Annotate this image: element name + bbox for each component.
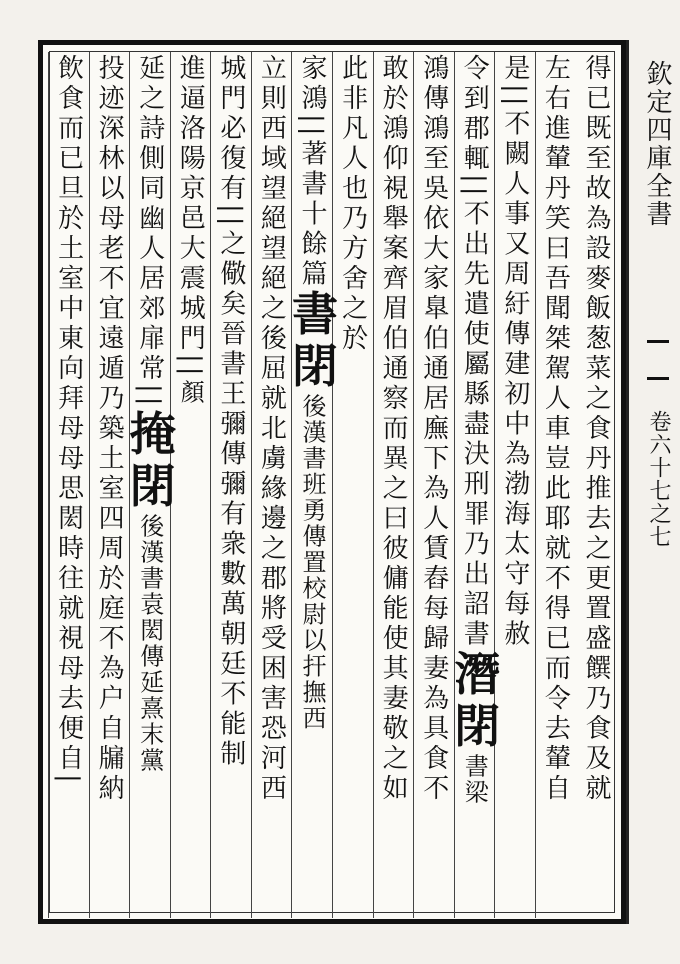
text-column (535, 52, 576, 918)
column-text: 飲食而已旦於土室中東向拜母母思閎時往就視母去便自| (53, 54, 84, 787)
column-text: 後漢書班勇傳置校尉以扞撫西 (297, 393, 326, 732)
column-text: 城門必復有||之儆矣晉書王彌傳彌有衆數萬朝廷不能制 (215, 54, 246, 770)
column-text: 敢於鴻仰視舉案齊眉伯通察而異之曰彼傭能使其妻敬之如 (378, 54, 409, 804)
column-text: 鴻傳鴻至吳依大家臯伯通居廡下為人賃舂每歸妻為具食不 (418, 54, 449, 804)
text-column (494, 52, 535, 918)
text-column (89, 52, 130, 918)
text-column (122, 52, 177, 918)
column-text: 家鴻||著書十餘篇 (296, 54, 327, 290)
fish-tail-mark (647, 340, 669, 380)
text-column (373, 52, 414, 918)
margin-strip (626, 40, 680, 924)
headword: 書閉 (284, 289, 339, 394)
column-text: 立則西域望絕望絕之後屈就北虜緣邊之郡將受困害恐河西 (256, 54, 287, 804)
text-column (575, 52, 616, 918)
column-text: 左右進輦丹笑曰吾聞桀駕人車豈此耶就不得已而令去輦自 (540, 54, 571, 804)
column-text: 後漢書袁閎傳延熹末黨 (135, 513, 164, 774)
text-column (251, 52, 292, 918)
book-title: 欽定四庫全書 (642, 60, 672, 228)
text-column (332, 52, 373, 918)
column-text: 進逼洛陽京邑大震城門|| (175, 54, 206, 380)
text-column (447, 52, 502, 918)
column-text: 顏 (176, 379, 205, 406)
column-text: 此非凡人也乃方舍之於 (337, 54, 368, 354)
text-column (210, 52, 251, 918)
text-column (48, 52, 89, 918)
column-text: 是||不闕人事又周紆傳建初中為渤海太守每赦 (499, 54, 530, 650)
column-text: 得已既至故為設麥飯葱菜之食丹推去之更置盛饌乃食及就 (580, 54, 611, 804)
text-column (413, 52, 454, 918)
column-text: 延之詩側同幽人居郊扉常|| (134, 54, 165, 410)
column-text: 書梁 (460, 753, 489, 806)
column-text: 投迹深林以母老不宜遠遁乃築土室四周於庭不為户自牖納 (94, 54, 125, 804)
headword: 掩閉 (122, 409, 177, 514)
text-column (284, 52, 339, 918)
column-text: 令到郡輒||不出先遣使屬縣盡決刑罪乃出詔書 (459, 54, 490, 650)
volume-label: 卷六十七之七 (646, 410, 671, 548)
headword: 潛閉 (447, 649, 502, 754)
